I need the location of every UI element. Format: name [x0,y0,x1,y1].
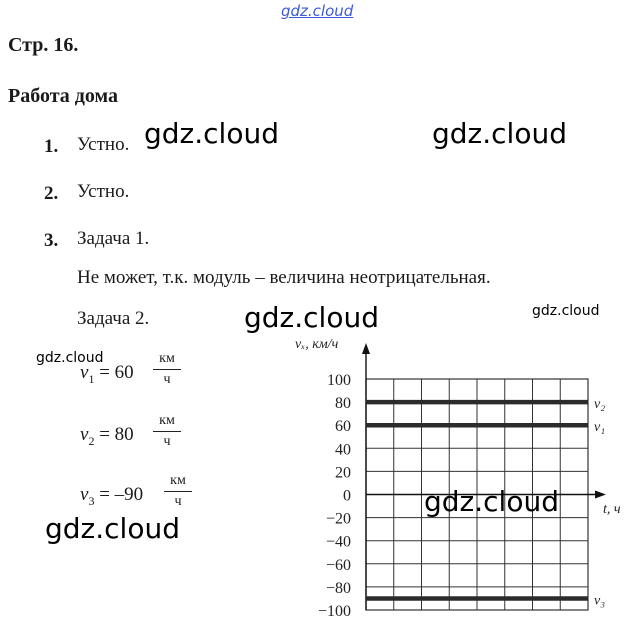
y-tick-label: −100 [317,603,351,620]
formula-v1: $v_1 = 60$ [80,362,134,386]
y-tick-label: 100 [327,372,351,389]
y-axis-label: vₓ, км/ч [295,337,339,352]
y-tick-label: 60 [335,418,351,436]
item-text: Задача 1. [77,228,150,249]
item-number: 1. [44,136,59,157]
item-text: Устно. [77,134,130,155]
fraction-unit: км ч [164,473,192,510]
fraction-unit: км ч [153,413,181,450]
watermark: gdz.cloud [36,350,104,366]
section-title: Работа дома [8,85,118,107]
formula-v3: $v_3 = -90$ [80,484,144,508]
y-axis-arrow [362,343,370,354]
y-tick-label: 40 [335,441,351,459]
watermark: gdz.cloud [45,512,180,545]
y-tick-label: 0 [343,487,351,505]
item-text: Устно. [77,181,130,202]
item-number: 2. [44,183,59,204]
item-number: 3. [44,230,59,251]
watermark: gdz.cloud [424,485,559,518]
x-axis-label: t, ч [603,502,621,517]
page-title: Стр. 16. [8,34,79,56]
y-tick-label: −80 [325,579,351,597]
watermark: gdz.cloud [144,117,279,150]
watermark: gdz.cloud [532,303,600,319]
watermark-top: gdz.cloud [281,2,354,20]
y-tick-label: 80 [335,395,351,413]
series-label: v₂ [594,397,606,413]
y-tick-label: −20 [325,510,351,528]
y-tick-label: −40 [325,533,351,551]
y-tick-label: −60 [325,556,351,574]
task2-label: Задача 2. [77,308,150,329]
task1-answer: Не может, т.к. модуль – величина неотрицательная. [77,267,491,288]
x-axis-arrow [595,491,606,499]
watermark: gdz.cloud [244,301,379,334]
y-tick-label: 20 [335,464,351,482]
series-label: v₃ [594,593,606,609]
watermark: gdz.cloud [432,117,567,150]
formula-v2: $v_2 = 80$ [80,424,134,448]
fraction-unit: км ч [153,351,181,388]
series-label: v₁ [594,420,606,436]
